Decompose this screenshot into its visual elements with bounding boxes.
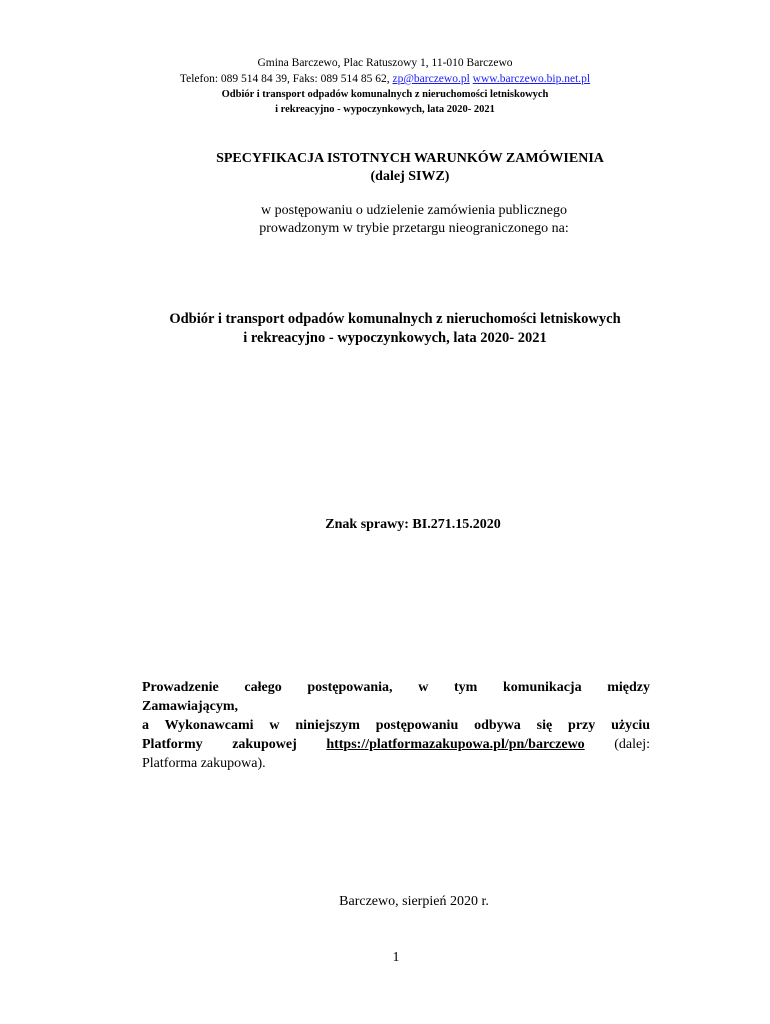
platform-line5: Platforma zakupowa). [142, 756, 266, 771]
email-link[interactable]: zp@barczewo.pl [392, 73, 470, 85]
header-subject-line2: i rekreacyjno - wypoczynkowych, lata 2020- 2021 [275, 104, 495, 115]
platform-line4 [142, 735, 650, 754]
subject-line1: Odbiór i transport odpadów komunalnych z nieruchomości letniskowych [169, 311, 621, 327]
platform-line1: Prowadzenie całego postępowania, w tym komunikacja między [142, 680, 650, 695]
place-date: Barczewo, sierpień 2020 r. [339, 894, 489, 909]
platform-line3: a Wykonawcami w niniejszym postępowaniu odbywa się przy użyciu [142, 718, 650, 733]
document-header [0, 55, 770, 117]
header-subject-line1: Odbiór i transport odpadów komunalnych z nieruchomości letniskowych [221, 89, 549, 100]
page-number: 1 [392, 950, 400, 965]
intro-line1: w postępowaniu o udzielenie zamówienia publicznego [261, 203, 567, 218]
subject-line2: i rekreacyjno - wypoczynkowych, lata 2020- 2021 [243, 330, 547, 346]
platform-line4-prefix: Platformy zakupowej [142, 737, 327, 752]
title-line2: (dalej SIWZ) [370, 169, 450, 184]
intro-text [0, 202, 770, 238]
case-number: Znak sprawy: BI.271.15.2020 [325, 517, 501, 532]
platform-line2: Zamawiającym, [142, 699, 239, 714]
platform-line4-suffix: (dalej: [584, 737, 650, 752]
procurement-subject [0, 310, 770, 348]
intro-line2: prowadzonym w trybie przetargu nieograniczonego na: [259, 221, 569, 236]
header-address: Gmina Barczewo, Plac Ratuszowy 1, 11-010 Barczewo [257, 57, 513, 69]
header-contact [0, 71, 770, 87]
platform-notice [142, 678, 650, 773]
title-line1: SPECYFIKACJA ISTOTNYCH WARUNKÓW ZAMÓWIENIA [216, 151, 604, 166]
document-title [0, 150, 770, 186]
platform-link[interactable]: https://platformazakupowa.pl/pn/barczewo [326, 737, 585, 752]
header-phone-fax: Telefon: 089 514 84 39, Faks: 089 514 85 62, [179, 73, 393, 85]
website-link[interactable]: www.barczewo.bip.net.pl [472, 73, 591, 85]
